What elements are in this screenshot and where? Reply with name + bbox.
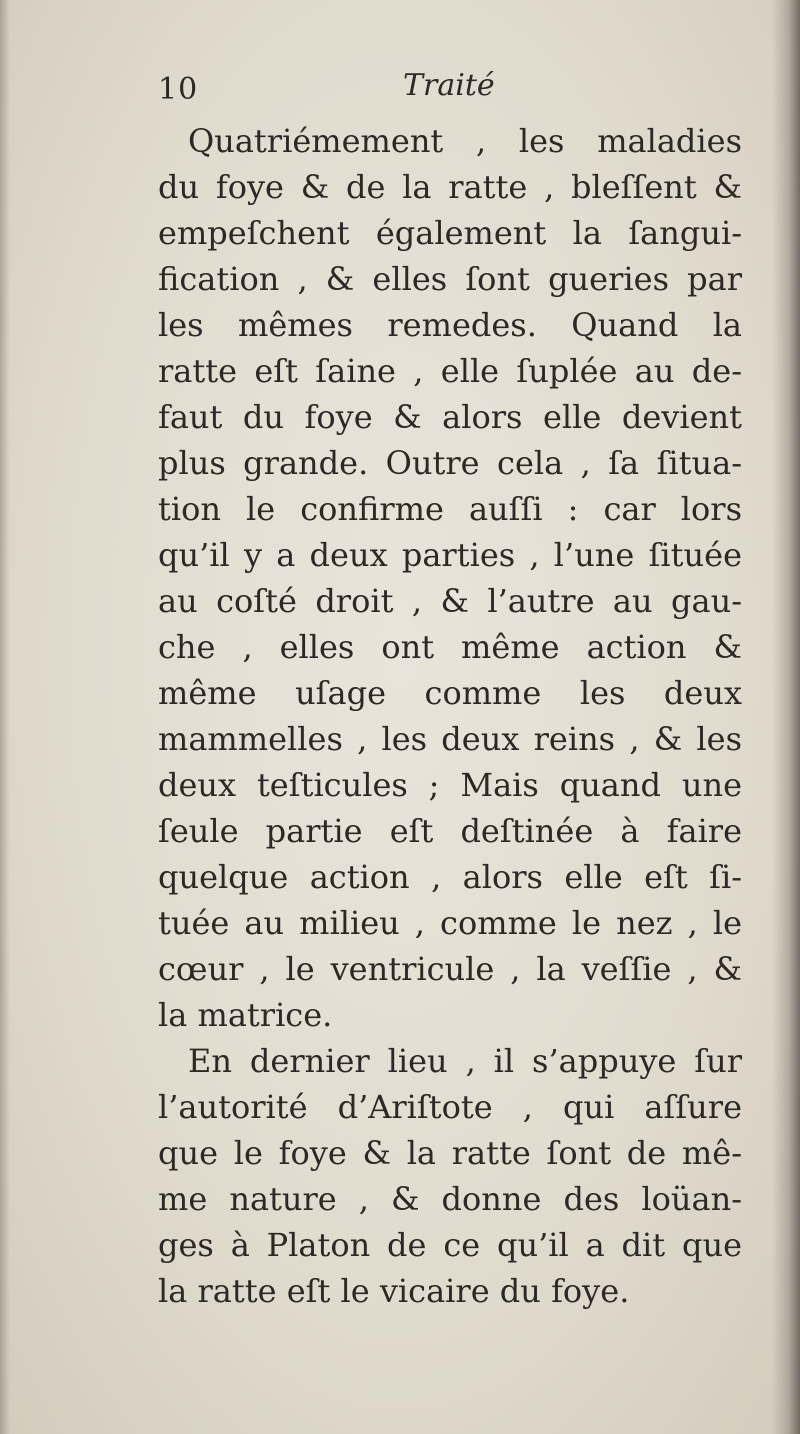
text-line: l’autorité d’Ariſtote , qui aſſure <box>158 1088 742 1126</box>
text-line: Quatriémement , les maladies <box>188 122 742 160</box>
paragraph-2 <box>158 1038 742 1314</box>
text-line: qu’il y a deux parties , l’une ſituée <box>158 536 742 574</box>
page-header <box>158 68 742 118</box>
text-line: la ratte eſt le vicaire du foye. <box>158 1272 630 1310</box>
text-line: tion le confirme auſſi : car lors <box>158 490 742 528</box>
text-line: che , elles ont même action & <box>158 628 742 666</box>
text-line: la matrice. <box>158 996 333 1034</box>
text-line: ſeule partie eſt deſtinée à faire <box>158 812 742 850</box>
running-title: Traité <box>403 68 495 103</box>
paragraph-1 <box>158 118 742 1038</box>
text-block <box>158 68 742 1314</box>
text-line: les mêmes remedes. Quand la <box>158 306 742 344</box>
text-line: que le foye & la ratte ſont de mê- <box>158 1134 742 1172</box>
text-line: même uſage comme les deux <box>158 674 742 712</box>
text-line: mammelles , les deux reins , & les <box>158 720 742 758</box>
text-line: au coſté droit , & l’autre au gau- <box>158 582 742 620</box>
text-line: tuée au milieu , comme le nez , le <box>158 904 742 942</box>
text-line: empeſchent également la ſangui- <box>158 214 742 252</box>
text-line: plus grande. Outre cela , ſa ſitua- <box>158 444 742 482</box>
text-line: fication , & elles ſont gueries par <box>158 260 742 298</box>
text-line: ges à Platon de ce qu’il a dit que <box>158 1226 742 1264</box>
text-line: du foye & de la ratte , bleſſent & <box>158 168 742 206</box>
text-line: deux teſticules ; Mais quand une <box>158 766 742 804</box>
page-number: 10 <box>158 72 199 107</box>
text-line: me nature , & donne des loüan- <box>158 1180 742 1218</box>
text-line: ratte eſt ſaine , elle ſuplée au de- <box>158 352 742 390</box>
page-spine-shadow <box>772 0 800 1434</box>
text-line: cœur , le ventricule , la veſſie , & <box>158 950 742 988</box>
text-line: quelque action , alors elle eſt ſi- <box>158 858 742 896</box>
text-line: faut du foye & alors elle devient <box>158 398 742 436</box>
page-left-edge <box>0 0 10 1434</box>
text-line: En dernier lieu , il s’appuye ſur <box>188 1042 742 1080</box>
